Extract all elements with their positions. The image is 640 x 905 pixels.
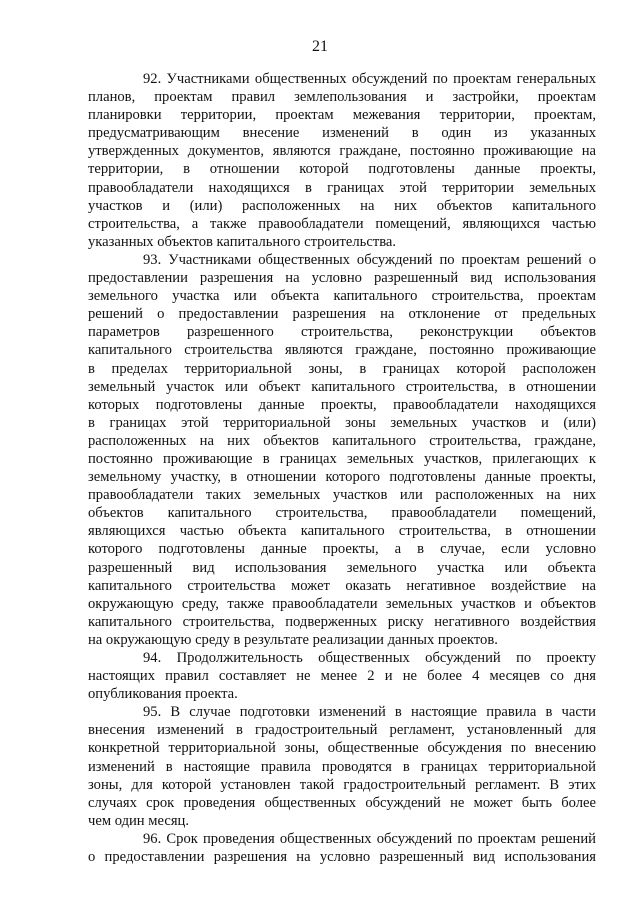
text-line: в пределах территориальной зоны, в границах которой расположен: [88, 360, 596, 377]
text-line: капитального строительства являются граждане, постоянно проживающие: [88, 342, 596, 359]
text-line: земельному участку, в отношении которого подготовлены данные проекты,: [88, 469, 596, 486]
text-line: постоянно проживающие в границах земельных участков, прилегающих к: [88, 450, 596, 467]
text-line: планировки территории, проектам межевания территории, проектам,: [88, 107, 596, 124]
text-line: разрешенный вид использования земельного участка или объекта: [88, 559, 596, 576]
text-line: правообладатели таких земельных участков или расположенных на них: [88, 487, 596, 504]
text-line: земельного участка или объекта капитального строительства, проектам: [88, 288, 596, 305]
paragraph-94: [88, 649, 596, 703]
text-line: утвержденных документов, являются граждане, постоянно проживающие на: [88, 143, 596, 160]
text-line: указанных объектов капитального строительства.: [88, 233, 397, 250]
text-line: окружающую среду, также правообладатели земельных участков и объектов: [88, 595, 596, 612]
text-line: о предоставлении разрешения на условно разрешенный вид использования: [88, 849, 596, 866]
text-line: являющихся частью объекта капитального строительства, в отношении: [88, 523, 596, 540]
text-line: 95. В случае подготовки изменений в настоящие правила в части: [143, 704, 596, 721]
text-line: в границах этой территориальной зоны земельных участков и (или): [88, 414, 596, 431]
paragraph-93: [88, 251, 596, 649]
text-line: внесения изменений в градостроительный регламент, установленный для: [88, 722, 596, 739]
text-line: 92. Участниками общественных обсуждений по проектам генеральных: [143, 71, 596, 87]
text-line: капитального строительства, подверженных риску негативного воздействия: [88, 613, 596, 630]
paragraph-96: [88, 830, 596, 866]
text-line: опубликования проекта.: [88, 686, 238, 703]
text-line: участков и (или) расположенных на них объектов капитального: [88, 197, 596, 214]
paragraph-92: [88, 70, 596, 251]
text-line: изменений в настоящие правила проводятся в границах территориальной: [88, 758, 596, 775]
text-line: планов, проектам правил землепользования и застройки, проектам: [88, 89, 596, 106]
text-line: на окружающую среду в результате реализации данных проектов.: [88, 631, 498, 648]
text-line: земельный участок или объект капитального строительства, в отношении: [88, 378, 596, 395]
text-line: настоящих правил составляет не менее 2 и не более 4 месяцев со дня: [88, 668, 596, 685]
text-line: предоставлении разрешения на условно разрешенный вид использования: [88, 270, 596, 287]
text-line: зоны, для которой установлен такой градостроительный регламент. В этих: [88, 776, 596, 793]
text-line: предусматривающим внесение изменений в один из указанных: [88, 125, 596, 142]
text-line: 96. Срок проведения общественных обсуждений по проектам решений: [143, 830, 596, 847]
text-line: расположенных на них объектов капитального строительства, граждане,: [88, 432, 596, 449]
text-line: капитального строительства может оказать негативное воздействие на: [88, 577, 596, 594]
text-line: правообладатели находящихся в границах этой территории земельных: [88, 179, 596, 196]
text-line: которого подготовлены данные проекты, а в случае, если условно: [88, 541, 596, 558]
text-line: строительства, а также правообладатели помещений, являющихся частью: [88, 215, 596, 232]
text-line: решений о предоставлении разрешения на отклонение от предельных: [88, 306, 596, 323]
text-line: объектов капитального строительства, правообладатели помещений,: [88, 505, 596, 522]
text-line: 94. Продолжительность общественных обсуждений по проекту: [143, 650, 596, 666]
text-line: параметров разрешенного строительства, реконструкции объектов: [88, 324, 596, 341]
document-body: [88, 70, 596, 866]
text-line: конкретной территориальной зоны, общественные обсуждения по внесению: [88, 740, 596, 757]
page-number: 21: [312, 38, 328, 55]
text-line: которых подготовлены данные проекты, правообладатели находящихся: [88, 396, 596, 413]
text-line: территории, в отношении которой подготовлены данные проекты,: [88, 161, 596, 178]
text-line: случаях срок проведения общественных обсуждений не может быть более: [88, 794, 596, 811]
paragraph-95: [88, 703, 596, 830]
text-line: 93. Участниками общественных обсуждений по проектам решений о: [143, 251, 596, 268]
text-line: чем один месяц.: [88, 812, 189, 829]
